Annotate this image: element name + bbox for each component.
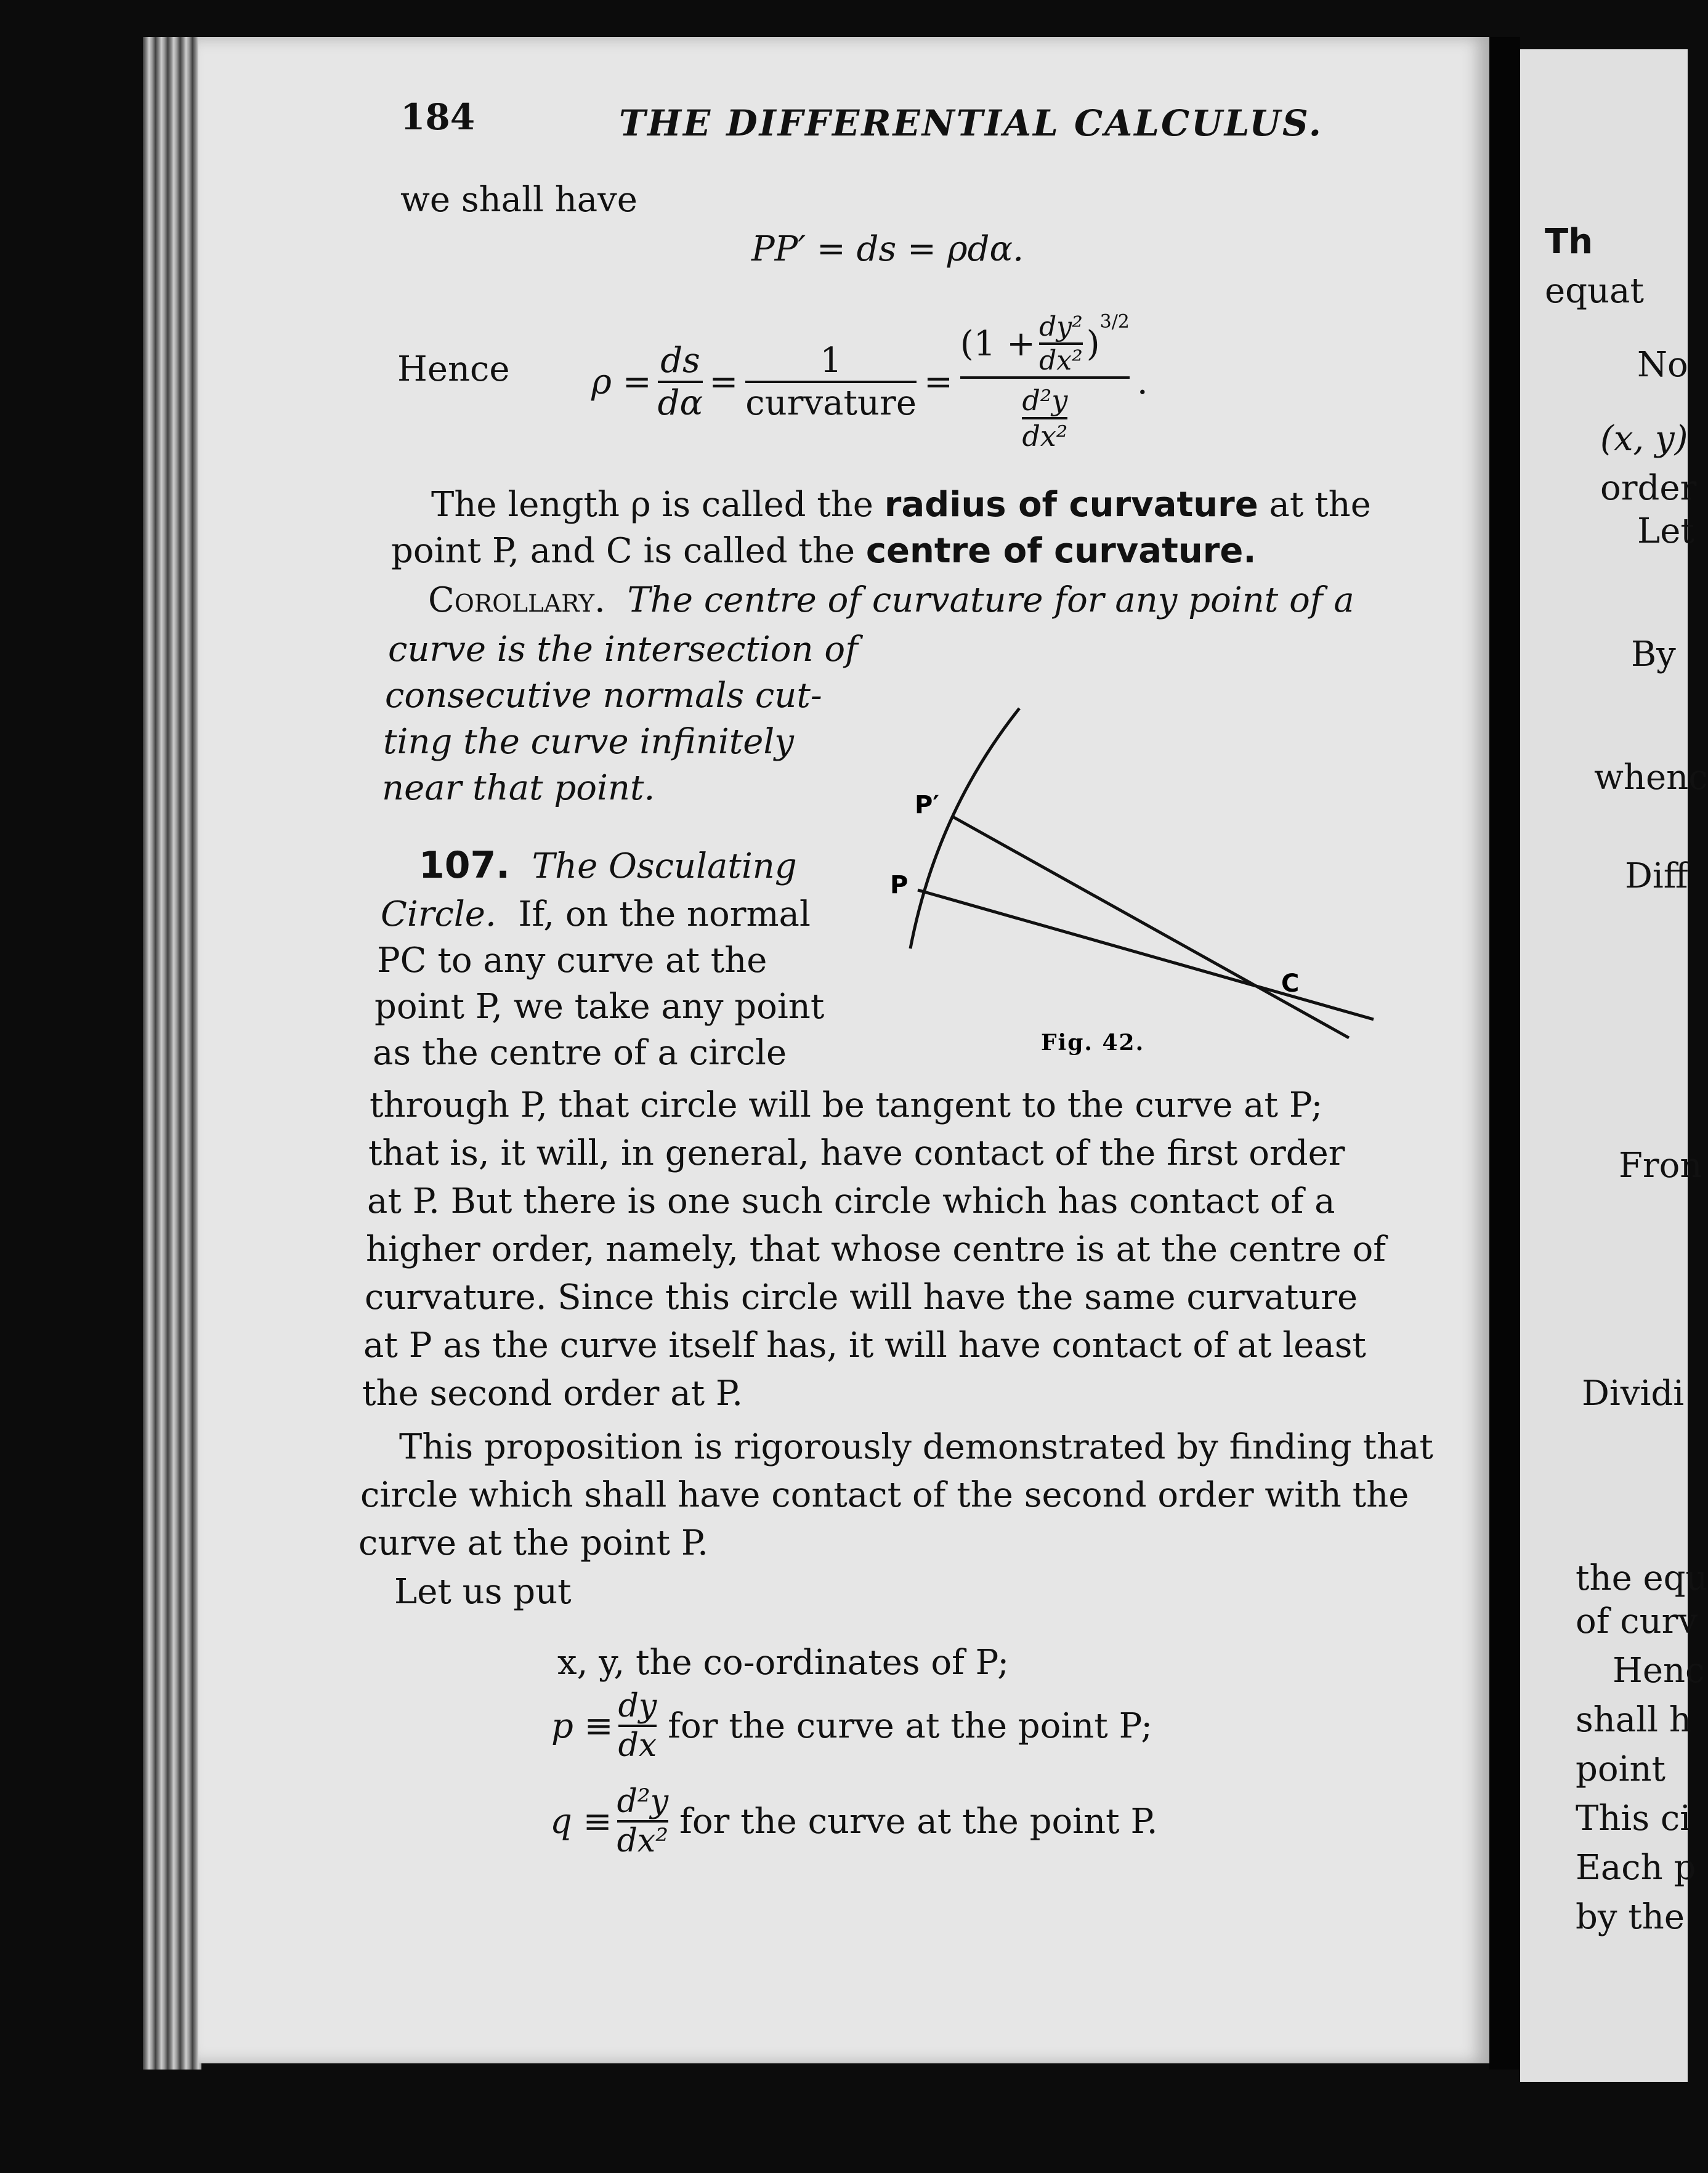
def-xy: x, y, the co-ordinates of P; [557, 1643, 1010, 1683]
right-fragment: No [1637, 345, 1688, 385]
book-page-edges [143, 37, 201, 2070]
section-title: The Osculating [532, 846, 797, 886]
para-radius-line1 [431, 484, 1392, 527]
corollary-line1 [428, 579, 1389, 622]
corollary-line4: ting the curve infinitely [383, 722, 794, 762]
close-paren: ) [1086, 323, 1100, 364]
equals-sign: = [923, 362, 953, 402]
radius-of-curvature-equation [591, 296, 1148, 468]
text: for the curve at the point P; [668, 1706, 1153, 1746]
page-number: 184 [400, 96, 476, 138]
text: The length ρ is called the [431, 485, 884, 525]
right-fragment: (x, y) [1600, 419, 1688, 459]
right-fragment: of curv [1576, 1601, 1698, 1641]
right-fragment: Henc [1613, 1651, 1705, 1691]
text: for the curve at the point P. [679, 1801, 1158, 1842]
right-fragment: by the [1576, 1897, 1685, 1937]
right-fragment: order [1600, 468, 1697, 508]
label-p-prime: P′ [915, 791, 939, 819]
corollary-line3: consecutive normals cut- [385, 676, 822, 716]
denominator: dα [658, 381, 703, 423]
def-q [550, 1783, 1158, 1859]
right-fragment: Th [1545, 222, 1593, 262]
text: The centre of curvature for any point of a [627, 580, 1354, 620]
curve-line [910, 708, 1019, 949]
denominator: dx [618, 1725, 657, 1764]
fraction-d2y-dx2 [617, 1783, 669, 1859]
figure-42 [887, 690, 1392, 1072]
right-fragment: This ci [1576, 1799, 1691, 1839]
right-fragment: Fron [1619, 1146, 1702, 1186]
numerator: dy [618, 1688, 657, 1725]
normal-at-p-prime [952, 816, 1349, 1038]
eq-lhs: ρ = [591, 362, 652, 402]
section-title-cont: Circle. [381, 894, 496, 934]
numerator: d²y [617, 1783, 669, 1820]
numerator: d²y [1022, 384, 1068, 417]
corollary-line2: curve is the intersection of [388, 629, 858, 670]
body-line: higher order, namely, that whose centre is at the centre of [366, 1229, 1386, 1269]
term-centre-of-curvature: centre of curvature. [865, 531, 1257, 571]
normal-at-p [918, 890, 1374, 1019]
fraction-dy2-dx2 [1039, 311, 1083, 376]
fraction-ds-dalpha [658, 341, 703, 423]
open-paren: (1 + [960, 323, 1036, 364]
section-line2 [381, 893, 811, 936]
text: point P, and C is called the [391, 531, 866, 571]
period: . [1136, 362, 1148, 402]
right-fragment: Let [1637, 511, 1694, 551]
section-line3: PC to any curve at the [377, 941, 767, 981]
denominator: dx² [1022, 417, 1067, 453]
right-fragment: Diff [1625, 856, 1688, 896]
fraction-one-over-curvature [745, 341, 917, 423]
para-radius-line2 [391, 530, 1389, 573]
body-line: at P as the curve itself has, it will have contact of at least [363, 1325, 1366, 1366]
right-fragment: By [1631, 634, 1676, 674]
equation-pp-prime: PP′ = ds = ρdα. [751, 229, 1024, 269]
denominator: curvature [745, 381, 917, 423]
numerator: dy² [1039, 311, 1083, 342]
right-fragment: the equ [1576, 1558, 1708, 1598]
hence-label: Hence [397, 349, 510, 389]
exponent: 3/2 [1099, 311, 1130, 333]
section-107-heading [419, 844, 797, 888]
numerator [960, 311, 1130, 376]
right-page-partial [1520, 49, 1708, 2082]
section-line4: point P, we take any point [374, 987, 825, 1027]
right-fragment: equat [1545, 271, 1644, 311]
equals-sign: = [709, 362, 739, 402]
right-fragment: shall h [1576, 1700, 1691, 1740]
running-title: THE DIFFERENTIAL CALCULUS. [619, 102, 1323, 144]
demo-line: curve at the point P. [358, 1523, 708, 1563]
section-line5: as the centre of a circle [373, 1033, 787, 1073]
text: at the [1258, 485, 1371, 525]
numerator: ds [660, 341, 700, 381]
body-line: curvature. Since this circle will have the same curvature [365, 1277, 1358, 1317]
right-fragment: Dividi [1582, 1374, 1685, 1414]
fraction-curvature-formula [960, 311, 1130, 453]
denominator: dx² [617, 1820, 669, 1859]
body-line: through P, that circle will be tangent to the curve at P; [370, 1085, 1323, 1125]
intro-text: we shall have [400, 180, 637, 220]
label-p: P [890, 871, 909, 899]
term-radius-of-curvature: radius of curvature [884, 485, 1258, 525]
right-fragment: Each p [1576, 1848, 1696, 1888]
right-fragment: point [1576, 1749, 1666, 1789]
fraction-d2y-dx2 [1022, 384, 1067, 453]
corollary-label: Corollary. [428, 580, 605, 620]
def-p [551, 1688, 1152, 1764]
right-fragment: whenc [1594, 758, 1708, 798]
lhs: q ≡ [550, 1801, 612, 1842]
body-line: the second order at P. [362, 1374, 743, 1414]
demo-line: circle which shall have contact of the second order with the [360, 1475, 1409, 1515]
let-us-put: Let us put [394, 1572, 572, 1612]
text: If, on the normal [518, 894, 811, 934]
denominator: dx² [1039, 342, 1083, 376]
body-line: at P. But there is one such circle which has contact of a [367, 1181, 1335, 1221]
section-number: 107. [419, 844, 511, 887]
figure-caption: Fig. 42. [1041, 1030, 1145, 1056]
lhs: p ≡ [551, 1706, 613, 1746]
body-line: that is, it will, in general, have contact of the first order [368, 1133, 1345, 1173]
demo-line: This proposition is rigorously demonstrated by finding that [399, 1427, 1433, 1467]
fraction-dy-dx [618, 1688, 657, 1764]
corollary-line5: near that point. [382, 768, 655, 808]
book-gutter [1489, 37, 1520, 2070]
label-c: C [1281, 969, 1300, 998]
numerator: 1 [820, 341, 842, 381]
denominator [960, 376, 1130, 453]
